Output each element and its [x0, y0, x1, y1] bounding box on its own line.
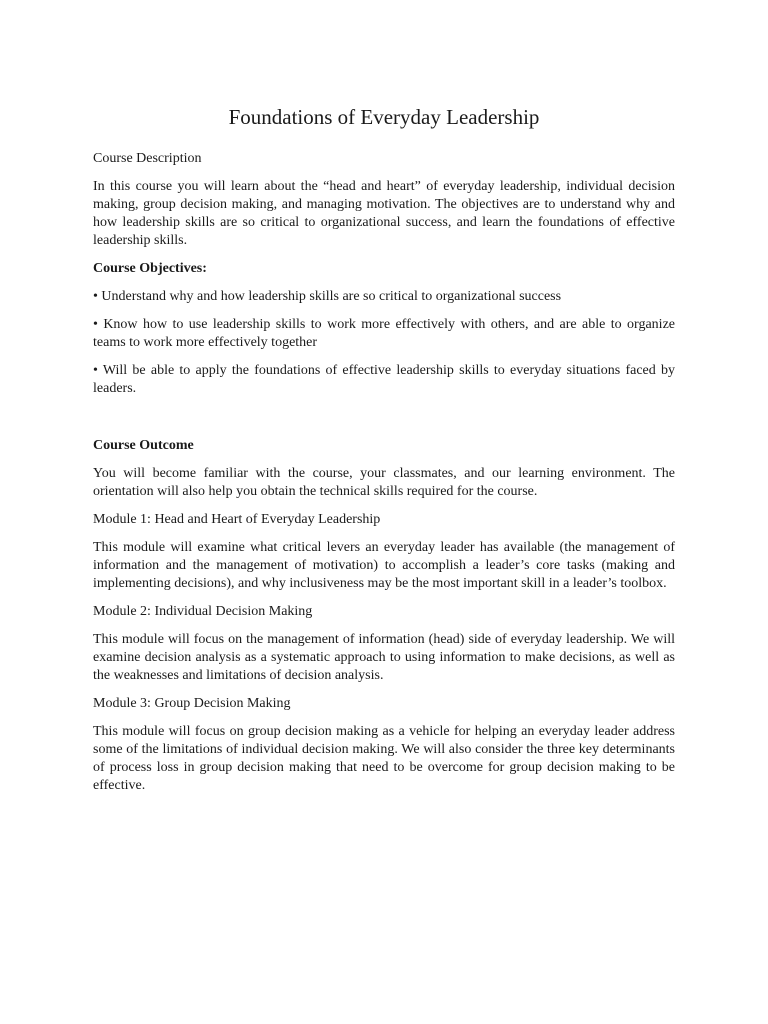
module-1-text: This module will examine what critical levers an everyday leader has available (the management of information and the management of motivation) to accomplish a leader’s core tasks (making and implementing decisions), and why inclusiveness may be the most important skill in a leader’s toolbox.: [93, 540, 675, 591]
course-description-heading: Course Description: [93, 151, 202, 166]
document-body: [93, 150, 675, 805]
outcome-heading: Course Outcome: [93, 438, 194, 453]
module-2-heading: Module 2: Individual Decision Making: [93, 604, 313, 619]
objective-item: • Know how to use leadership skills to work more effectively with others, and are able to organize teams to work more effectively together: [93, 317, 675, 350]
module-2-text: This module will focus on the management of information (head) side of everyday leadership. We will examine decision analysis as a systematic approach to using information to make decisions, as well as the weaknesses and limitations of decision analysis.: [93, 632, 675, 683]
document-title: Foundations of Everyday Leadership: [228, 105, 540, 129]
objective-item: • Will be able to apply the foundations of effective leadership skills to everyday situations faced by leaders.: [93, 363, 675, 396]
outcome-text: You will become familiar with the course, your classmates, and our learning environment. The orientation will also help you obtain the technical skills required for the course.: [93, 466, 675, 499]
module-3-heading: Module 3: Group Decision Making: [93, 696, 291, 711]
module-3-text: This module will focus on group decision making as a vehicle for helping an everyday leader address some of the limitations of individual decision making. We will also consider the three key determinants of process loss in group decision making that need to be overcome for group decision making to be effective.: [93, 724, 675, 793]
objective-item: • Understand why and how leadership skills are so critical to organizational success: [93, 289, 562, 304]
module-1-heading: Module 1: Head and Heart of Everyday Leadership: [93, 512, 381, 527]
section-spacer: [93, 408, 675, 437]
objectives-heading: Course Objectives:: [93, 261, 207, 276]
course-description-text: In this course you will learn about the “head and heart” of everyday leadership, individual decision making, group decision making, and managing motivation. The objectives are to understand why and how leadership skills are so critical to organizational success, and learn the foundations of effective leadership skills.: [93, 179, 675, 248]
